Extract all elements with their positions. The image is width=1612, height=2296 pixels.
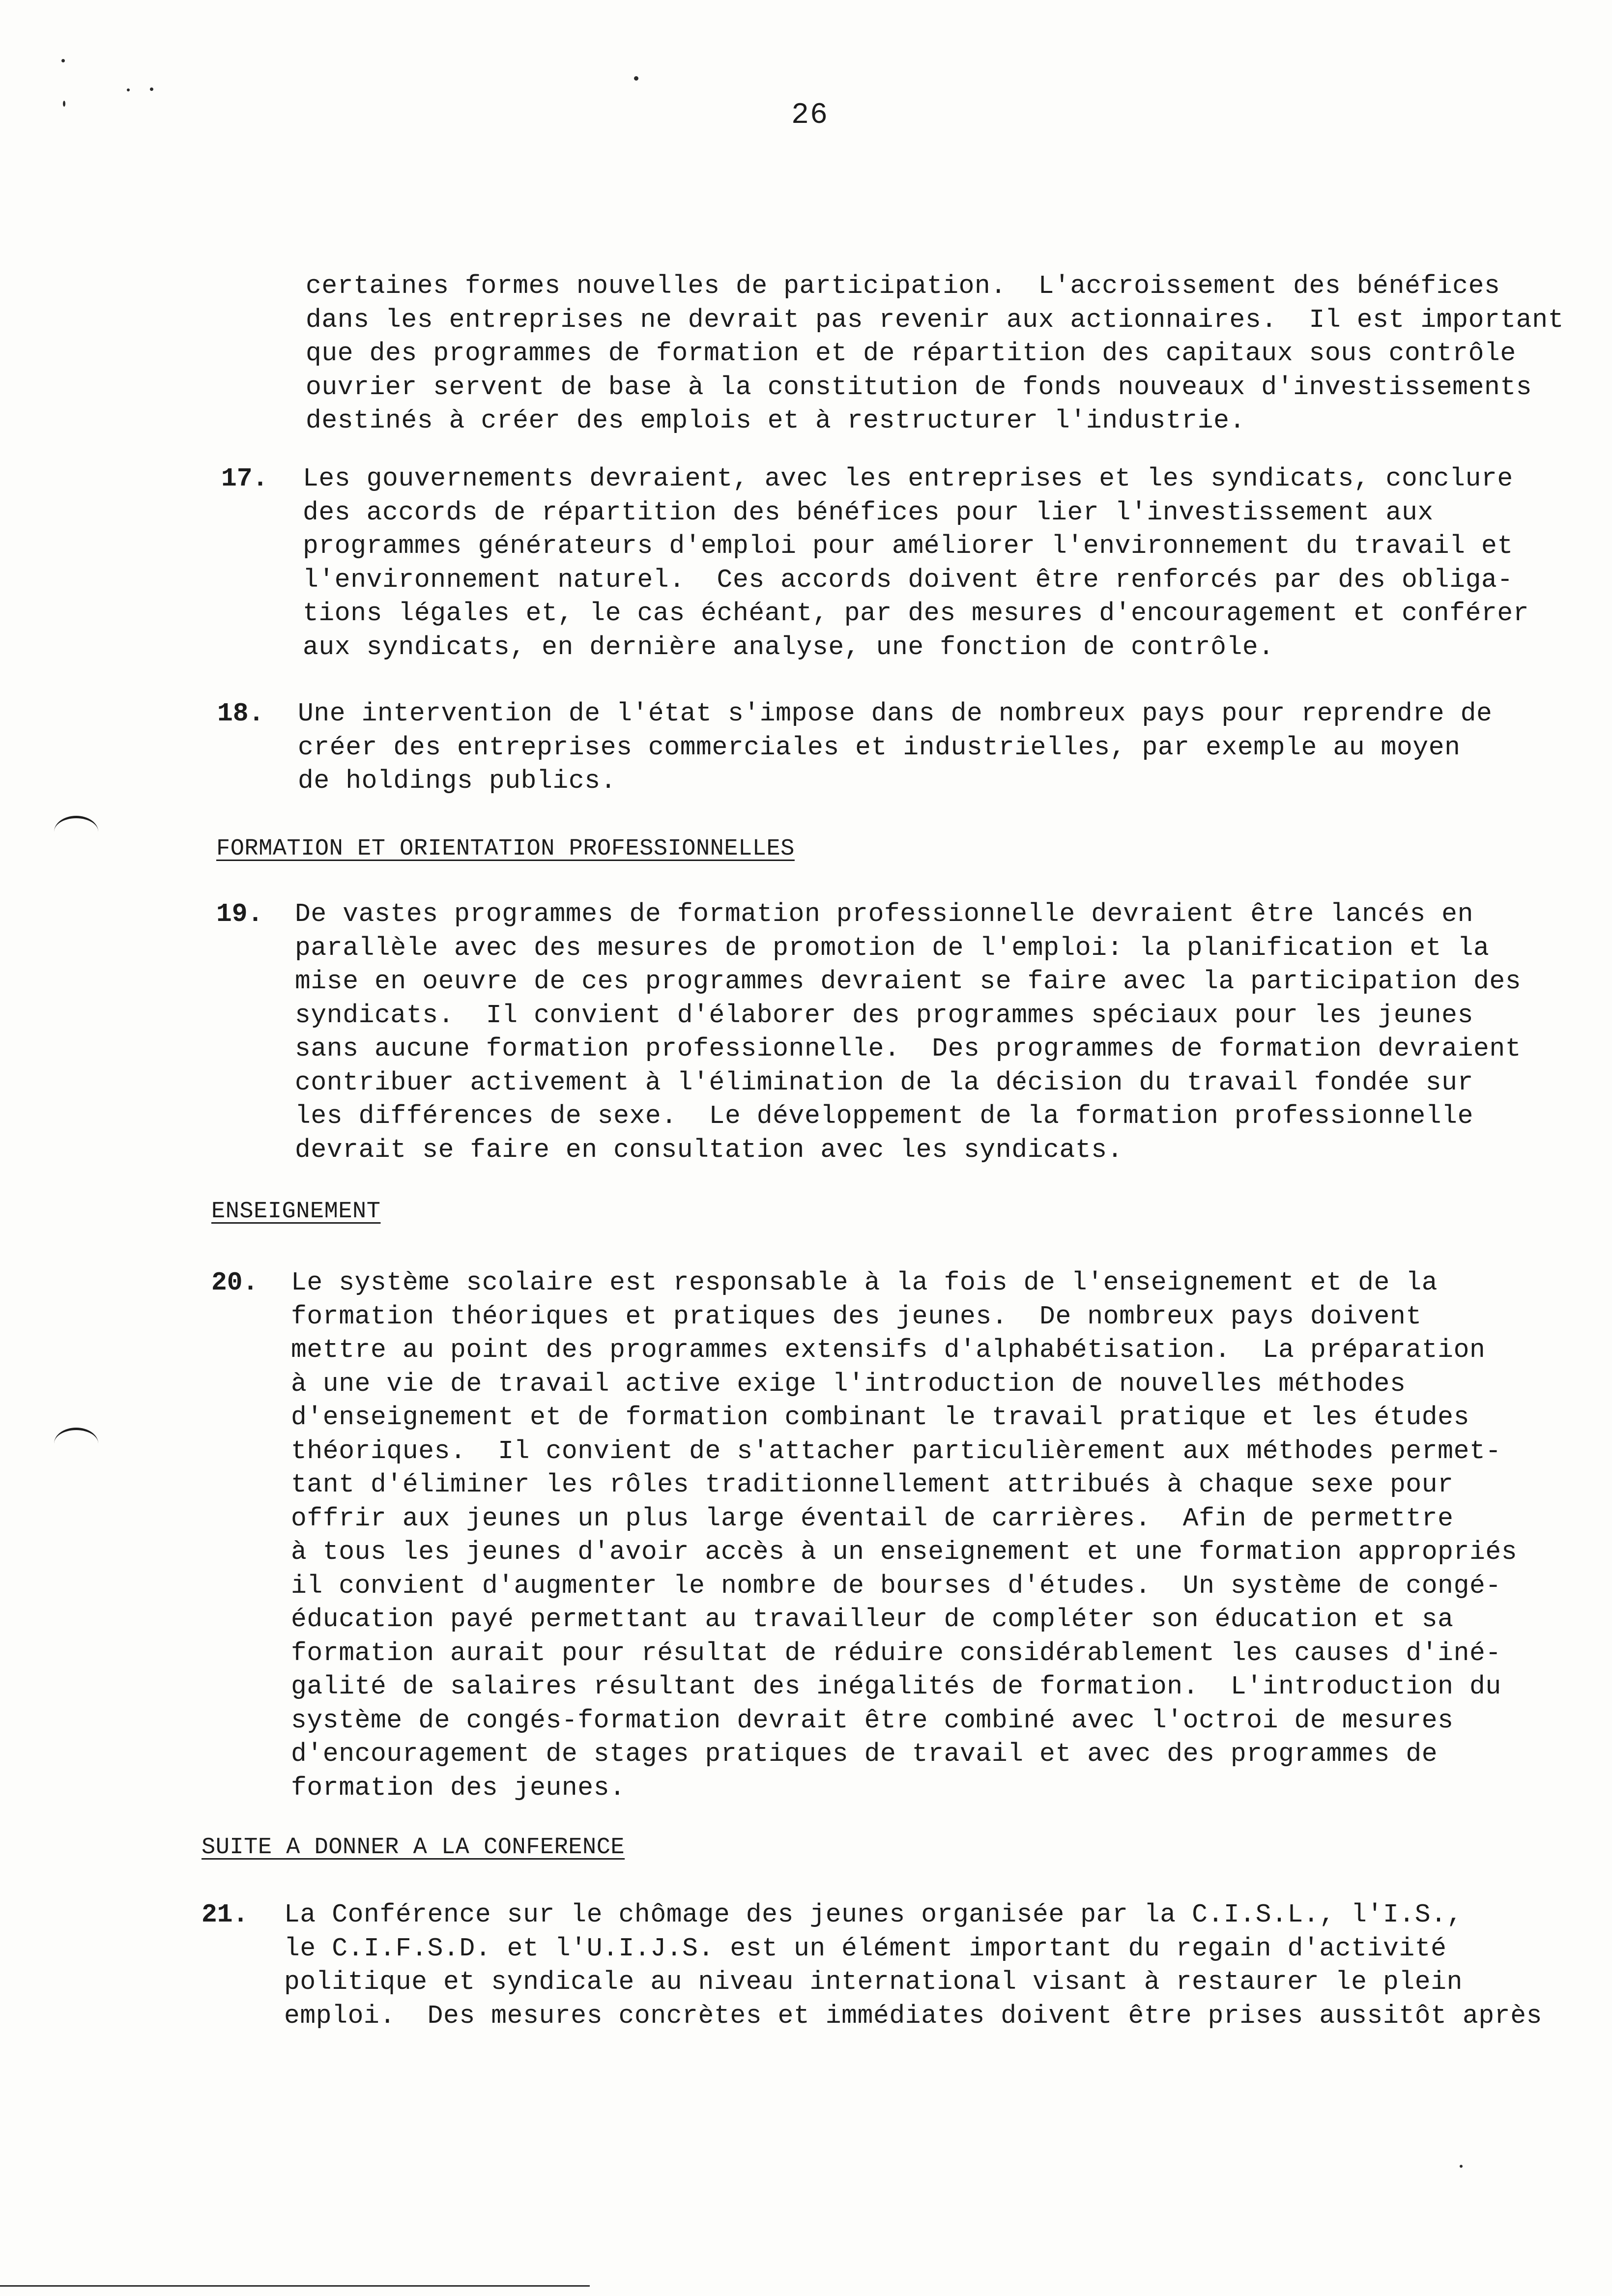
- section-heading-formation: FORMATION ET ORIENTATION PROFESSIONNELLES: [216, 836, 795, 862]
- text-line: ouvrier servent de base à la constitution de fonds nouveaux d'investissements: [306, 372, 1532, 402]
- paragraph-18: [298, 697, 1492, 798]
- text-line: politique et syndicale au niveau international visant à restaurer le plein: [284, 1967, 1463, 1997]
- text-line: syndicats. Il convient d'élaborer des programmes spéciaux pour les jeunes: [295, 1000, 1473, 1030]
- text-line: il convient d'augmenter le nombre de bourses d'études. Un système de congé-: [291, 1571, 1501, 1601]
- text-line: à une vie de travail active exige l'introduction de nouvelles méthodes: [291, 1369, 1406, 1399]
- text-line: Le système scolaire est responsable à la fois de l'enseignement et de la: [291, 1268, 1438, 1297]
- text-line: que des programmes de formation et de répartition des capitaux sous contrôle: [306, 339, 1516, 368]
- text-line: à tous les jeunes d'avoir accès à un enseignement et une formation appropriés: [291, 1537, 1518, 1567]
- text-line: de holdings publics.: [298, 766, 617, 796]
- text-line: certaines formes nouvelles de participation. L'accroissement des bénéfices: [306, 271, 1500, 301]
- text-line: parallèle avec des mesures de promotion de l'emploi: la planification et la: [295, 933, 1490, 963]
- paragraph-number: 21.: [202, 1900, 249, 1929]
- text-line: La Conférence sur le chômage des jeunes organisée par la C.I.S.L., l'I.S.,: [284, 1900, 1463, 1929]
- text-line: formation théoriques et pratiques des jeunes. De nombreux pays doivent: [291, 1301, 1422, 1331]
- text-line: mettre au point des programmes extensifs d'alphabétisation. La préparation: [291, 1335, 1486, 1365]
- paragraph-17: [303, 462, 1529, 664]
- scan-speck: [150, 87, 153, 91]
- paragraph-21: [284, 1898, 1542, 2033]
- text-line: devrait se faire en consultation avec les syndicats.: [295, 1135, 1123, 1165]
- paragraph-number: 20.: [211, 1268, 259, 1297]
- punch-hole-mark: [54, 816, 98, 848]
- section-heading-enseignement: ENSEIGNEMENT: [211, 1199, 381, 1225]
- text-line: tant d'éliminer les rôles traditionnellement attribués à chaque sexe pour: [291, 1470, 1454, 1499]
- text-line: aux syndicats, en dernière analyse, une fonction de contrôle.: [303, 632, 1274, 662]
- paragraph-number: 17.: [221, 464, 268, 493]
- text-line: tions légales et, le cas échéant, par des mesures d'encouragement et conférer: [303, 599, 1529, 628]
- text-line: théoriques. Il convient de s'attacher particulièrement aux méthodes permet-: [291, 1436, 1501, 1466]
- text-line: galité de salaires résultant des inégalités de formation. L'introduction du: [291, 1672, 1501, 1701]
- text-line: l'environnement naturel. Ces accords doivent être renforcés par des obliga-: [303, 565, 1513, 595]
- scan-speck: [1460, 2165, 1463, 2168]
- text-line: formation des jeunes.: [291, 1773, 626, 1803]
- text-line: formation aurait pour résultat de réduire considérablement les causes d'iné-: [291, 1638, 1501, 1668]
- scan-edge-line: [0, 2285, 590, 2287]
- paragraph-19: [295, 897, 1521, 1167]
- text-line: mise en oeuvre de ces programmes devraient se faire avec la participation des: [295, 967, 1522, 996]
- paragraph-number: 19.: [216, 899, 263, 929]
- section-heading-suite: SUITE A DONNER A LA CONFERENCE: [202, 1835, 625, 1861]
- text-line: le C.I.F.S.D. et l'U.I.J.S. est un élément important du regain d'activité: [284, 1933, 1447, 1963]
- paragraph-20: [291, 1266, 1517, 1805]
- text-line: sans aucune formation professionnelle. Des programmes de formation devraient: [295, 1034, 1522, 1063]
- page-number: 26: [791, 99, 829, 132]
- text-line: programmes générateurs d'emploi pour améliorer l'environnement du travail et: [303, 531, 1513, 561]
- text-line: dans les entreprises ne devrait pas revenir aux actionnaires. Il est important: [306, 305, 1564, 335]
- text-line: offrir aux jeunes un plus large éventail de carrières. Afin de permettre: [291, 1503, 1454, 1533]
- text-line: système de congés-formation devrait être combiné avec l'octroi de mesures: [291, 1705, 1454, 1735]
- punch-hole-mark: [54, 1428, 98, 1460]
- text-line: des accords de répartition des bénéfices pour lier l'investissement aux: [303, 497, 1434, 527]
- paragraph-number: 18.: [217, 699, 264, 728]
- scan-speck: [127, 88, 130, 91]
- text-line: les différences de sexe. Le développement de la formation professionnelle: [295, 1101, 1473, 1131]
- text-line: d'enseignement et de formation combinant le travail pratique et les études: [291, 1403, 1469, 1432]
- text-line: Les gouvernements devraient, avec les entreprises et les syndicats, conclure: [303, 464, 1513, 493]
- paragraph-continuation: [306, 269, 1564, 438]
- text-line: emploi. Des mesures concrètes et immédiates doivent être prises aussitôt après: [284, 2001, 1543, 2031]
- text-line: éducation payé permettant au travailleur de compléter son éducation et sa: [291, 1605, 1454, 1634]
- scan-speck: [61, 59, 65, 62]
- text-line: Une intervention de l'état s'impose dans de nombreux pays pour reprendre de: [298, 699, 1493, 728]
- text-line: contribuer activement à l'élimination de la décision du travail fondée sur: [295, 1067, 1473, 1097]
- text-line: De vastes programmes de formation professionnelle devraient être lancés en: [295, 899, 1473, 929]
- scan-speck: [634, 76, 638, 81]
- text-line: d'encouragement de stages pratiques de travail et avec des programmes de: [291, 1739, 1438, 1769]
- text-line: créer des entreprises commerciales et industrielles, par exemple au moyen: [298, 732, 1461, 762]
- scan-speck: [63, 101, 65, 107]
- text-line: destinés à créer des emplois et à restructurer l'industrie.: [306, 406, 1245, 435]
